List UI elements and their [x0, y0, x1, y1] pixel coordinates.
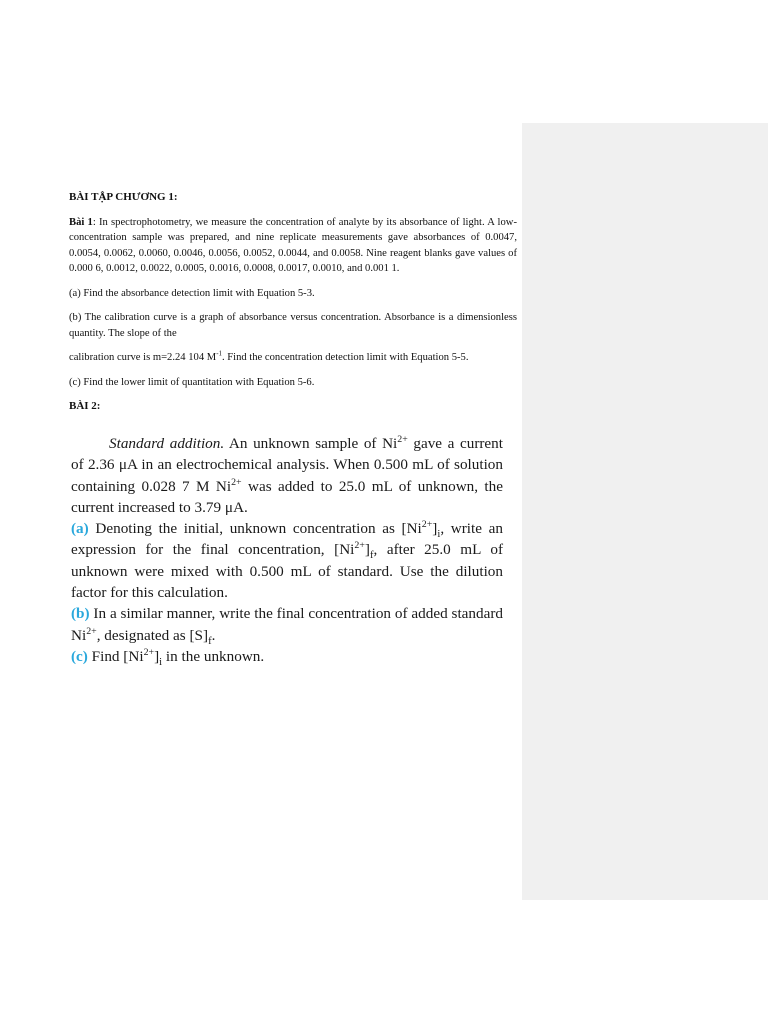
bai1-part-b-continued [69, 350, 517, 366]
bai2-part-c [71, 646, 503, 667]
chapter-heading: BÀI TẬP CHƯƠNG 1: [69, 191, 178, 203]
bai2-intro-italic: Standard addition. [109, 435, 225, 452]
bai2-intro-text: An unknown sample of Ni [224, 435, 398, 452]
bai2-intro-text: was added to 25.0 mL of unknown, the current increased to 3.79 μA. [71, 477, 503, 516]
bai1-part-b: (b) The calibration curve is a graph of absorbance versus concentration. Absorbance is a dimensionless quantity. The slope of the [69, 312, 517, 339]
subscript-f: f [369, 550, 374, 562]
bai1-part-b2-text: calibration curve is m=2.24 104 M [69, 352, 217, 363]
charge-superscript: 2+ [421, 519, 433, 531]
bai2-part-a [71, 518, 503, 603]
charge-superscript: 2+ [143, 646, 155, 658]
bai2-part-c-text: in the unknown. [162, 647, 265, 665]
bai2-part-c-text: Find [Ni [87, 647, 144, 665]
bai2-part-a-text: ] [364, 541, 370, 559]
charge-superscript: 2+ [354, 540, 365, 552]
subscript-i: i [159, 657, 163, 668]
comments-pane [522, 123, 768, 900]
charge-superscript: 2+ [86, 625, 97, 637]
charge-superscript: 2+ [397, 433, 408, 445]
part-a-label: (a) [71, 520, 89, 538]
bai2-problem-image [71, 433, 503, 667]
bai2-part-b-text: . [211, 626, 216, 644]
bai2-part-b-text: In a similar manner, write the final concentration of added standard Ni [71, 605, 503, 644]
charge-superscript: 2+ [231, 476, 242, 488]
bai2-part-a-text: , after 25.0 mL of unknown were mixed with 0.500 mL of standard. Use the dilution factor for this calculation. [71, 541, 503, 602]
bai1-intro [69, 215, 517, 277]
part-b-label: (b) [71, 605, 90, 623]
bai2-intro-text: gave a current of 2.36 μA in an electrochemical analysis. When 0.500 mL of solution containing 0.028 7 M Ni [71, 435, 503, 495]
bai2-part-a-text: , write an expression for the final concentration, [Ni [71, 520, 503, 559]
document-body [69, 190, 517, 423]
subscript-f: f [208, 635, 212, 647]
bai1-part-a: (a) Find the absorbance detection limit with Equation 5-3. [69, 287, 315, 299]
bai2-part-b [71, 603, 503, 646]
bai2-part-c-text: ] [154, 647, 160, 665]
bai2-part-a-text: ] [432, 520, 438, 538]
bai2-part-b-text: , designated as [S] [96, 626, 209, 644]
subscript-i: i [437, 529, 441, 541]
bai1-part-b2-text-end: . Find the concentration detection limit with Equation 5-5. [221, 352, 469, 363]
bai1-part-c: (c) Find the lower limit of quantitation with Equation 5-6. [69, 376, 315, 388]
bai2-title: BÀI 2: [69, 400, 101, 412]
bai1-part-b2-exponent: -1 [216, 350, 222, 358]
bai2-intro [71, 433, 503, 518]
bai1-title: Bài 1 [69, 216, 93, 228]
part-c-label: (c) [71, 647, 88, 665]
bai2-part-a-text: Denoting the initial, unknown concentration as [Ni [88, 520, 422, 538]
bai1-intro-text: : In spectrophotometry, we measure the concentration of analyte by its absorbance of light. A low-concentration sample was prepared, and nine replicate measurements gave absorbances of 0.0047, 0.0054, 0.0062, 0.0060, 0.0046, 0.0056, 0.0052, 0.0044, and 0.0058. Nine reagent blanks gave values of 0.000 6, 0.0012, 0.0022, 0.0005, 0.0016, 0.0008, 0.0017, 0.0010, and 0.001 1. [69, 216, 517, 274]
